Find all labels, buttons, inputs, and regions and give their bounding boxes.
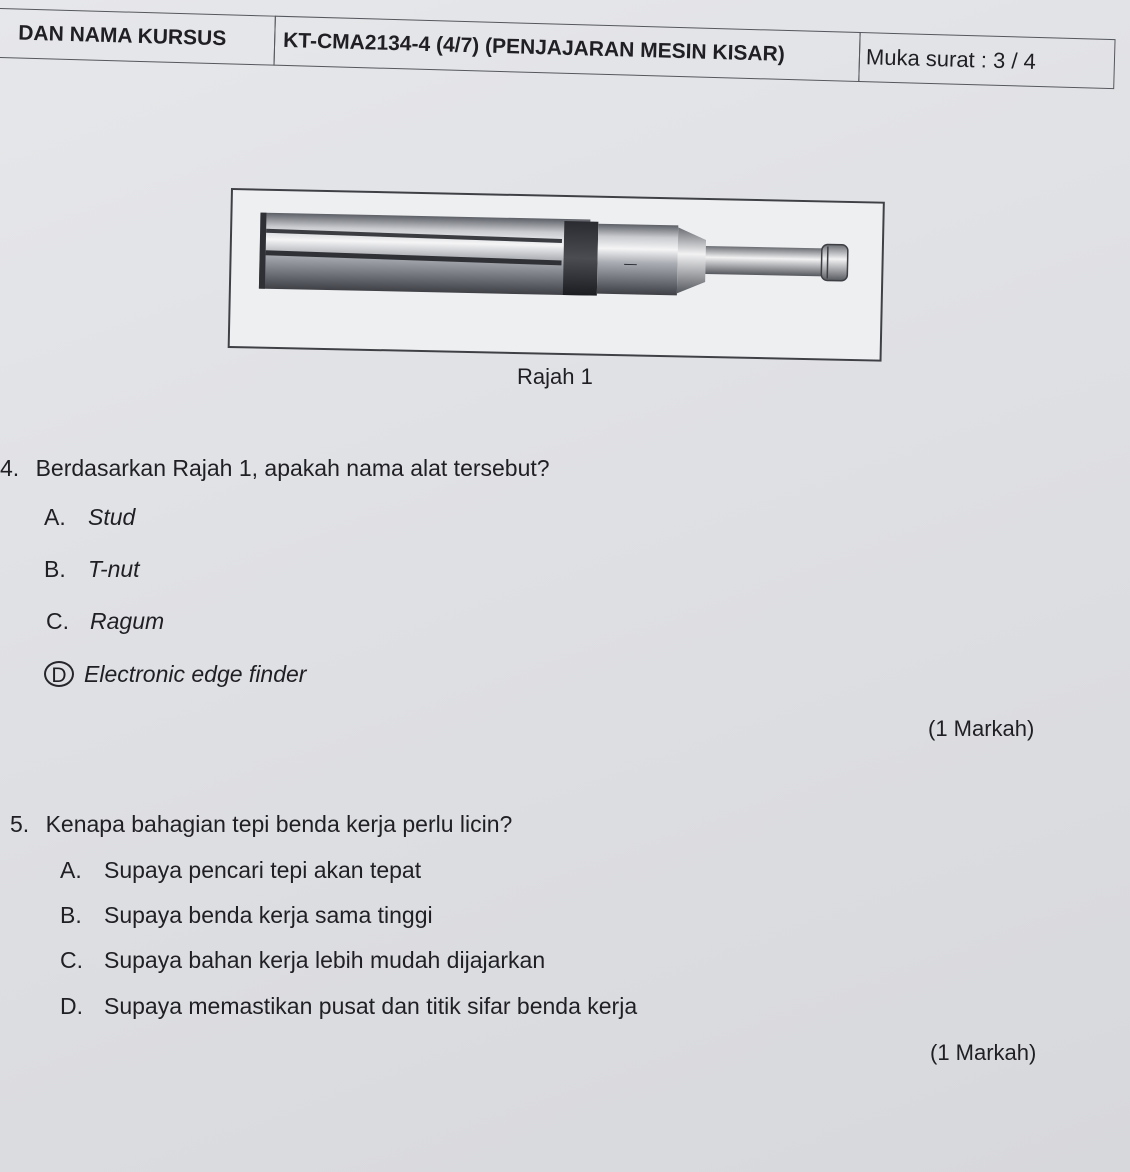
question-5 <box>10 811 512 838</box>
course-code: KT-CMA2134-4 (4/7) (PENJAJARAN MESIN KISAR) <box>282 28 786 66</box>
question-4 <box>0 455 550 482</box>
q5-option-a-text: Supaya pencari tepi akan tepat <box>104 857 422 883</box>
q5-option-c[interactable] <box>60 947 545 974</box>
q5-option-c-letter: C. <box>60 947 83 973</box>
q5-option-b-letter: B. <box>60 902 82 928</box>
dark-band <box>563 221 599 296</box>
question-5-text: Kenapa bahagian tepi benda kerja perlu licin? <box>45 811 513 837</box>
q4-option-d-circled-letter: D <box>44 661 74 687</box>
q4-option-a-letter: A. <box>44 504 66 530</box>
q5-option-c-text: Supaya bahan kerja lebih mudah dijajarkan <box>104 947 546 973</box>
edge-finder-illustration <box>230 190 883 360</box>
q5-option-d[interactable] <box>60 993 637 1020</box>
q4-option-c[interactable] <box>46 608 164 635</box>
exam-header <box>0 8 1116 131</box>
probe <box>705 246 836 277</box>
course-label-cell <box>0 8 276 66</box>
q4-option-c-text: Ragum <box>90 608 165 634</box>
question-5-number: 5. <box>10 811 30 837</box>
q5-option-d-text: Supaya memastikan pusat dan titik sifar benda kerja <box>104 993 638 1019</box>
course-code-cell <box>273 16 860 82</box>
q4-option-b[interactable] <box>44 556 140 583</box>
q4-option-d[interactable] <box>52 661 306 688</box>
q4-option-b-text: T-nut <box>88 556 140 582</box>
q4-option-c-letter: C. <box>46 608 69 634</box>
q4-option-d-text: Electronic edge finder <box>84 661 307 687</box>
probe-tip-groove <box>827 247 828 279</box>
taper <box>677 227 706 294</box>
q5-option-b[interactable] <box>60 902 433 929</box>
question-4-text: Berdasarkan Rajah 1, apakah nama alat tersebut? <box>35 455 550 481</box>
probe-tip <box>821 244 848 281</box>
q5-option-a-letter: A. <box>60 857 82 883</box>
q5-option-a[interactable] <box>60 857 421 884</box>
q4-option-a-text: Stud <box>88 504 136 530</box>
figure-caption: Rajah 1 <box>517 364 593 389</box>
course-label: DAN NAMA KURSUS <box>17 21 227 51</box>
question-4-number: 4. <box>0 455 20 481</box>
q5-option-b-text: Supaya benda kerja sama tinggi <box>104 902 433 928</box>
body-marking: — <box>623 256 638 273</box>
figure-1 <box>228 188 885 362</box>
q4-option-a[interactable] <box>44 504 135 531</box>
page-number: Muka surat : 3 / 4 <box>865 44 1037 74</box>
q5-marks: (1 Markah) <box>930 1040 1037 1065</box>
page-number-cell <box>858 32 1115 89</box>
q4-option-b-letter: B. <box>44 556 66 582</box>
q4-marks: (1 Markah) <box>928 716 1035 741</box>
q5-option-d-letter: D. <box>60 993 83 1019</box>
